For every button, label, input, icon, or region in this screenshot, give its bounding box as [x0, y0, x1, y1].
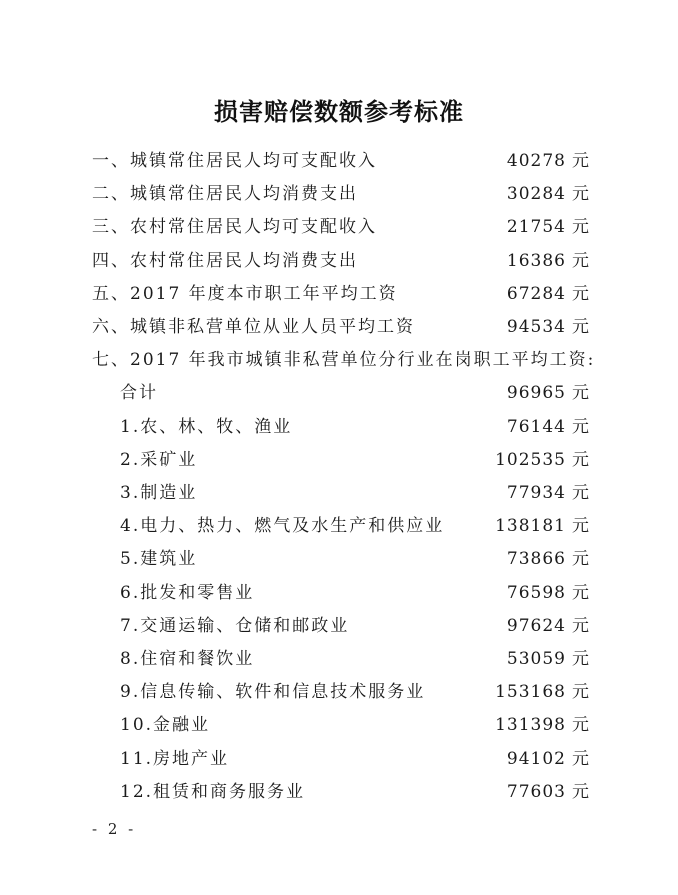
item-label: 3.制造业 — [120, 483, 198, 503]
item-label: 合计 — [120, 383, 158, 404]
item-unit: 元 — [572, 217, 589, 238]
item-amount: 138181 — [495, 516, 566, 537]
item-label: 5.建筑业 — [120, 549, 198, 570]
item-label: 8.住宿和餐饮业 — [120, 649, 255, 669]
list-item — [0, 447, 678, 473]
item-unit: 元 — [572, 715, 589, 736]
list-item — [0, 580, 678, 606]
list-item — [0, 613, 678, 639]
item-unit: 元 — [572, 383, 589, 404]
item-unit: 元 — [572, 781, 589, 802]
item-amount: 97624 — [506, 615, 566, 636]
item-unit: 元 — [572, 483, 589, 503]
item-label: 7.交通运输、仓储和邮政业 — [120, 615, 350, 636]
item-unit: 元 — [572, 682, 589, 703]
item-label: 6.批发和零售业 — [120, 582, 255, 603]
page-number: - 2 - — [92, 820, 137, 838]
list-item — [0, 148, 678, 174]
item-label: 12.租赁和商务服务业 — [120, 781, 306, 802]
item-label: 七、2017 年我市城镇非私营单位分行业在岗职工平均工资: — [92, 350, 596, 371]
item-label: 4.电力、热力、燃气及水生产和供应业 — [120, 516, 445, 537]
item-unit: 元 — [572, 151, 589, 171]
item-amount: 30284 — [506, 184, 566, 205]
item-amount: 76144 — [506, 416, 566, 437]
item-amount: 94102 — [506, 748, 566, 769]
item-label: 2.采矿业 — [120, 449, 198, 470]
item-label: 四、农村常住居民人均消费支出 — [92, 250, 358, 271]
list-item — [0, 181, 678, 207]
item-unit: 元 — [572, 250, 589, 271]
list-item — [0, 513, 678, 539]
list-item — [0, 214, 678, 240]
item-amount: 73866 — [506, 549, 566, 570]
item-label: 六、城镇非私营单位从业人员平均工资 — [92, 317, 415, 337]
item-label: 9.信息传输、软件和信息技术服务业 — [120, 682, 426, 703]
list-item — [0, 248, 678, 274]
item-amount: 77603 — [506, 781, 566, 802]
list-item — [0, 746, 678, 772]
item-amount: 153168 — [495, 682, 566, 703]
item-label: 10.金融业 — [120, 715, 211, 736]
item-amount: 53059 — [506, 649, 566, 669]
item-unit: 元 — [572, 416, 589, 437]
item-unit: 元 — [572, 649, 589, 669]
item-amount: 102535 — [495, 449, 566, 470]
item-amount: 21754 — [506, 217, 566, 238]
item-label: 11.房地产业 — [120, 748, 230, 769]
item-unit: 元 — [572, 283, 589, 304]
list-item — [0, 414, 678, 440]
list-item — [0, 546, 678, 572]
document-title: 损害赔偿数额参考标准 — [214, 97, 464, 126]
item-unit: 元 — [572, 184, 589, 205]
item-unit: 元 — [572, 449, 589, 470]
item-unit: 元 — [572, 516, 589, 537]
item-amount: 96965 — [506, 383, 566, 404]
list-item — [0, 779, 678, 805]
item-unit: 元 — [572, 582, 589, 603]
list-item — [0, 712, 678, 738]
item-label: 二、城镇常住居民人均消费支出 — [92, 184, 358, 205]
item-amount: 77934 — [506, 483, 566, 503]
list-item — [0, 314, 678, 340]
list-item — [0, 480, 678, 506]
list-item — [0, 281, 678, 307]
item-unit: 元 — [572, 317, 589, 337]
item-amount: 76598 — [506, 582, 566, 603]
item-unit: 元 — [572, 549, 589, 570]
item-label: 1.农、林、牧、渔业 — [120, 416, 293, 437]
list-item — [0, 347, 678, 373]
item-label: 五、2017 年度本市职工年平均工资 — [92, 283, 398, 304]
item-amount: 40278 — [506, 151, 566, 171]
item-label: 三、农村常住居民人均可支配收入 — [92, 217, 377, 238]
item-amount: 131398 — [495, 715, 566, 736]
list-item — [0, 646, 678, 672]
item-unit: 元 — [572, 748, 589, 769]
item-amount: 67284 — [506, 283, 566, 304]
list-item — [0, 380, 678, 406]
item-label: 一、城镇常住居民人均可支配收入 — [92, 151, 377, 171]
item-amount: 16386 — [506, 250, 566, 271]
item-amount: 94534 — [506, 317, 566, 337]
list-item — [0, 679, 678, 705]
item-unit: 元 — [572, 615, 589, 636]
